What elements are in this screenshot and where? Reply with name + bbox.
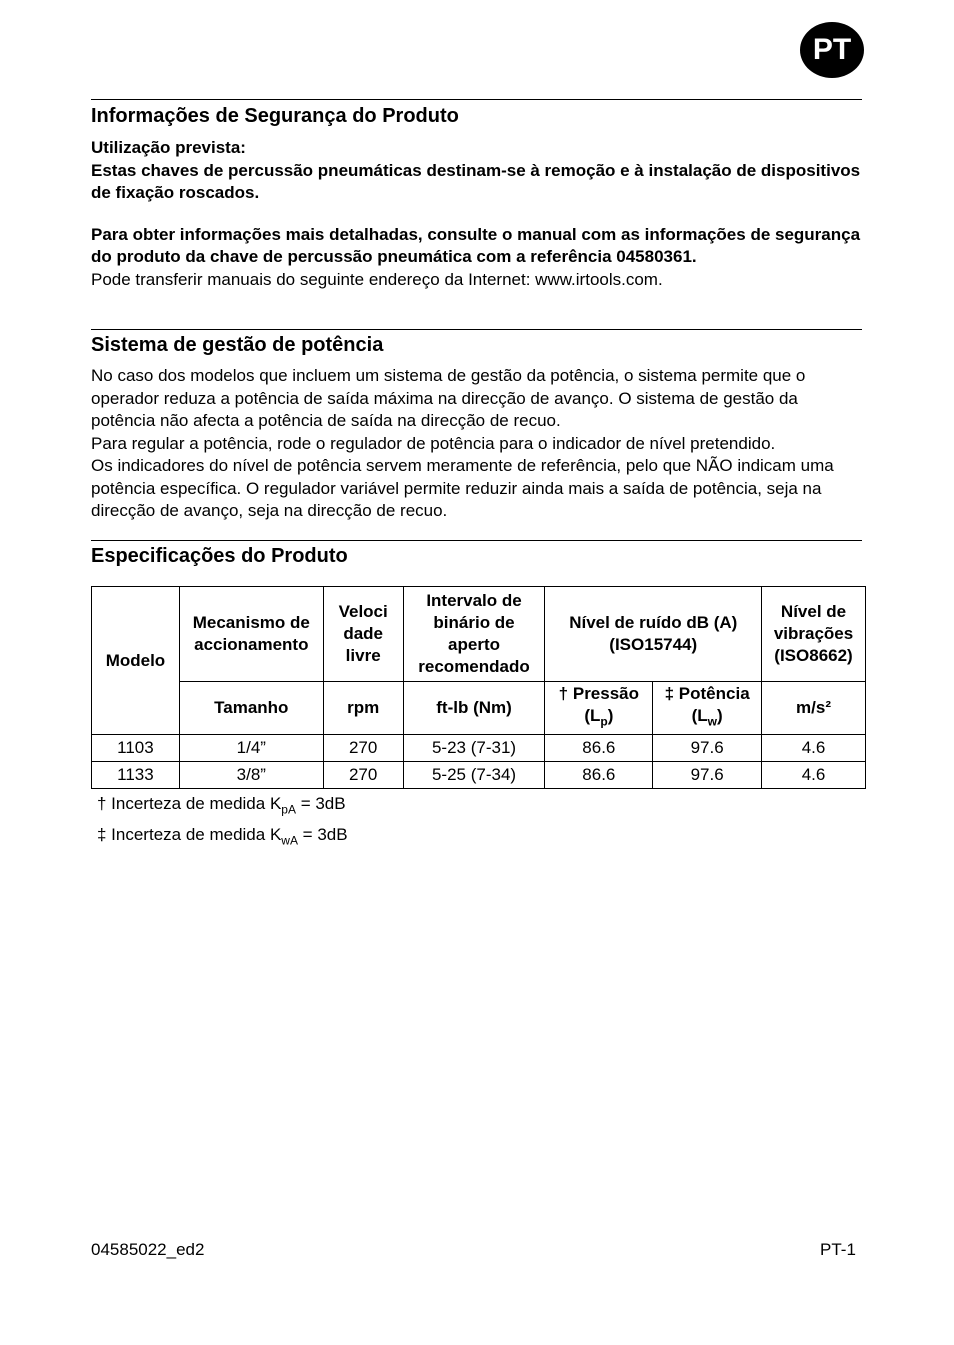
unit-power-symbol: (L xyxy=(691,706,708,726)
document-id: 04585022_ed2 xyxy=(91,1240,205,1259)
header-noise: Nível de ruído dB (A) (ISO15744) xyxy=(545,587,762,682)
unit-rpm: rpm xyxy=(323,682,403,735)
table-units-row xyxy=(92,682,866,735)
download-text: Pode transferir manuais do seguinte endereço da Internet: www.irtools.com. xyxy=(91,269,663,289)
power-para-3: Os indicadores do nível de potência servem meramente de referência, pelo que NÃO indicam uma potência específica. O regulador variável permite reduzir ainda mais a saída de potência, seja na direcção de avanço, seja na direcção de recuo. xyxy=(91,456,834,520)
more-info-text: Para obter informações mais detalhadas, consulte o manual com as informações de segurança do produto da chave de percussão pneumática com a referência 04580361. xyxy=(91,224,861,266)
cell-power: 97.6 xyxy=(653,735,762,762)
header-model: Modelo xyxy=(92,587,180,735)
cell-model: 1133 xyxy=(92,762,180,789)
table-row xyxy=(92,762,866,789)
unit-pressure-label: † Pressão xyxy=(558,684,640,704)
power-para-1: No caso dos modelos que incluem um sistema de gestão da potência, o sistema permite que o operador reduza a potência de saída máxima na direcção de avanço. O sistema de gestão da potência não afecta a potência de saída na direcção de recuo. xyxy=(91,366,806,430)
unit-pressure-subscript: p xyxy=(600,714,608,729)
unit-power xyxy=(653,682,762,735)
unit-power-close: ) xyxy=(717,706,723,726)
power-para-2: Para regular a potência, rode o regulador de potência para o indicador de nível pretendido. xyxy=(91,433,776,453)
table-header-row xyxy=(92,587,866,682)
intended-use-label: Utilização prevista: xyxy=(91,138,246,157)
intended-use-text: Estas chaves de percussão pneumáticas destinam-se à remoção e à instalação de dispositivos de fixação roscados. xyxy=(91,160,861,202)
cell-torque: 5-23 (7-31) xyxy=(403,735,545,762)
safety-info-title: Informações de Segurança do Produto xyxy=(91,105,459,127)
header-vibration: Nível de vibrações (ISO8662) xyxy=(762,587,866,682)
header-speed: Veloci dade livre xyxy=(323,587,403,682)
safety-info-section xyxy=(91,99,862,291)
cell-power: 97.6 xyxy=(653,762,762,789)
power-management-section xyxy=(91,329,862,523)
cell-rpm: 270 xyxy=(323,735,403,762)
cell-rpm: 270 xyxy=(323,762,403,789)
specifications-section xyxy=(91,540,862,568)
table-footnotes xyxy=(97,791,348,854)
cell-torque: 5-25 (7-34) xyxy=(403,762,545,789)
footnote-pressure xyxy=(97,791,348,822)
table-row xyxy=(92,735,866,762)
page-number: PT-1 xyxy=(820,1240,856,1259)
language-badge: PT xyxy=(800,22,864,78)
header-torque: Intervalo de binário de aperto recomendado xyxy=(403,587,545,682)
footnote-pressure-text: † Incerteza de medida K xyxy=(97,794,282,813)
unit-power-subscript: w xyxy=(707,714,717,729)
unit-pressure-close: ) xyxy=(607,706,614,726)
footnote-pressure-subscript: pA xyxy=(281,802,296,817)
header-drive: Mecanismo de accionamento xyxy=(179,587,323,682)
unit-vibration: m/s² xyxy=(762,682,866,735)
cell-pressure: 86.6 xyxy=(545,762,653,789)
specifications-table xyxy=(91,586,866,789)
cell-size: 3/8” xyxy=(179,762,323,789)
footnote-power-text: ‡ Incerteza de medida K xyxy=(97,825,282,845)
specifications-title: Especificações do Produto xyxy=(91,545,348,567)
cell-vibration: 4.6 xyxy=(762,762,866,789)
unit-torque: ft-lb (Nm) xyxy=(403,682,545,735)
cell-pressure: 86.6 xyxy=(545,735,653,762)
unit-power-label: ‡ Potência xyxy=(664,684,750,704)
power-management-title: Sistema de gestão de potência xyxy=(91,334,384,356)
footnote-power xyxy=(97,822,348,853)
cell-size: 1/4” xyxy=(179,735,323,762)
cell-model: 1103 xyxy=(92,735,180,762)
footnote-power-subscript: wA xyxy=(281,833,298,848)
unit-size: Tamanho xyxy=(179,682,323,735)
unit-pressure xyxy=(545,682,653,735)
footnote-pressure-value: = 3dB xyxy=(295,794,346,813)
footnote-power-value: = 3dB xyxy=(297,825,348,845)
unit-pressure-symbol: (L xyxy=(584,706,601,726)
cell-vibration: 4.6 xyxy=(762,735,866,762)
